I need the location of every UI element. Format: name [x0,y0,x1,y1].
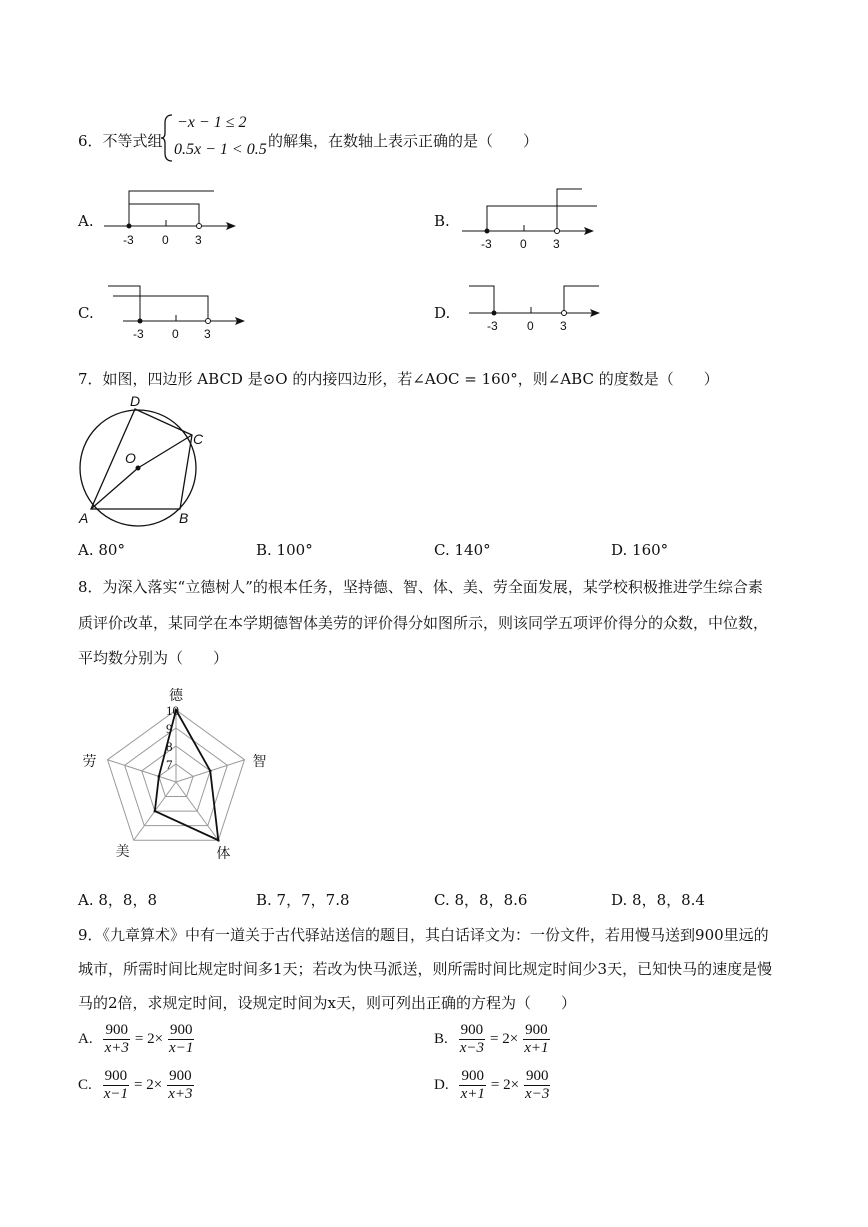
point-d-label: D [130,393,141,409]
point-a-label: A [79,510,89,526]
q9-option-b: B. $\frac{900}{x-3}$ = 2× $\frac{900}{x+1}$ [434,1022,549,1056]
q9-line-3: 马的2倍，求规定时间，设规定时间为x天，则可列出正确的方程为（ ） [78,994,577,1012]
radar-ring-label-10: 10 [166,703,179,718]
q6-option-d-numberline [464,276,609,346]
q6-brace [160,113,174,163]
point-o-label: O [125,450,136,466]
radar-ring-label-8: 8 [166,739,173,754]
radar-ring-label-9: 9 [166,721,173,736]
q9-a-label: A. [78,1031,93,1047]
q9-line-2: 城市，所需时间比规定时间多1天；若改为快马派送，则所需时间比规定时间少3天，已知快马的速度是慢 [78,960,773,978]
q7-option-c: C. 140° [434,541,491,559]
q6-suffix: 的解集，在数轴上表示正确的是（ ） [268,132,539,150]
q6-inequality-1: −x − 1 ≤ 2 [177,114,247,131]
q7-circle-figure [78,392,228,532]
q9-d-label: D. [434,1077,449,1093]
q6-c-tick-neg3: -3 [133,327,144,341]
q6-inequality-2: 0.5x − 1 < 0.5 [174,141,267,158]
q6-d-tick-3: 3 [560,319,567,333]
q8-radar-chart [78,678,278,868]
q6-option-b-label: B. [434,212,450,230]
q9-option-c: C. $\frac{900}{x-1}$ = 2× $\frac{900}{x+3}$ [78,1068,193,1102]
q9-c-label: C. [78,1077,92,1093]
radar-category-label-1: 德 [169,688,183,704]
radar-point-4 [154,810,157,813]
radar-category-label-4: 美 [115,844,130,861]
radar-category-label-3: 体 [216,846,231,863]
q6-option-c-numberline [108,276,253,346]
q9-b-label: B. [434,1031,448,1047]
q6-prefix: 6．不等式组 [78,132,163,150]
q6-option-a-numberline [104,186,244,256]
q8-line-3: 平均数分别为（ ） [78,649,229,667]
q6-a-tick-neg3: -3 [123,233,134,247]
q6-a-tick-0: 0 [162,233,169,247]
q6-c-tick-0: 0 [172,327,179,341]
q6-option-b-numberline [462,186,602,256]
q6-b-tick-neg3: -3 [481,237,492,251]
radar-point-3 [217,839,220,842]
q7-stem: 7．如图，四边形 ABCD 是⊙O 的内接四边形，若∠AOC = 160°，则∠ABC 的度数是（ ） [78,370,719,388]
radar-category-label-2: 智 [252,753,267,770]
q8-line-2: 质评价改革，某同学在本学期德智体美劳的评价得分如图所示，则该同学五项评价得分的众数，中位数， [78,614,769,632]
q7-option-b: B. 100° [256,541,313,559]
q9-option-d: D. $\frac{900}{x+1}$ = 2× $\frac{900}{x-3}$ [434,1068,550,1102]
radar-point-2 [209,770,212,773]
q6-option-c-label: C. [78,304,94,322]
radar-ring-label-7: 7 [166,757,173,772]
q6-d-tick-0: 0 [527,319,534,333]
radar-point-5 [158,775,161,778]
q8-option-b: B. 7，7，7.8 [256,891,350,909]
q6-option-a-label: A. [78,212,94,230]
q8-option-d: D. 8，8，8.4 [611,891,705,909]
point-b-label: B [179,510,189,526]
q6-d-tick-neg3: -3 [487,319,498,333]
q6-b-tick-0: 0 [520,237,527,251]
q8-line-1: 8．为深入落实“立德树人”的根本任务，坚持德、智、体、美、劳全面发展，某学校积极推进学生综合素 [78,578,763,596]
q8-option-c: C. 8，8，8.6 [434,891,528,909]
q7-option-a: A. 80° [78,541,125,559]
q9-option-a: A. $\frac{900}{x+3}$ = 2× $\frac{900}{x-1}$ [78,1022,194,1056]
q8-option-a: A. 8，8，8 [78,891,157,909]
q7-option-d: D. 160° [611,541,669,559]
q6-option-d-label: D. [434,304,451,322]
point-c-label: C [193,431,204,447]
q6-c-tick-3: 3 [204,327,211,341]
q6-b-tick-3: 3 [553,237,560,251]
q9-line-1: 9．《九章算术》中有一道关于古代驿站送信的题目，其白话译文为：一份文件，若用慢马送到900里远的 [78,926,769,944]
radar-category-label-5: 劳 [82,753,97,770]
q6-a-tick-3: 3 [195,233,202,247]
